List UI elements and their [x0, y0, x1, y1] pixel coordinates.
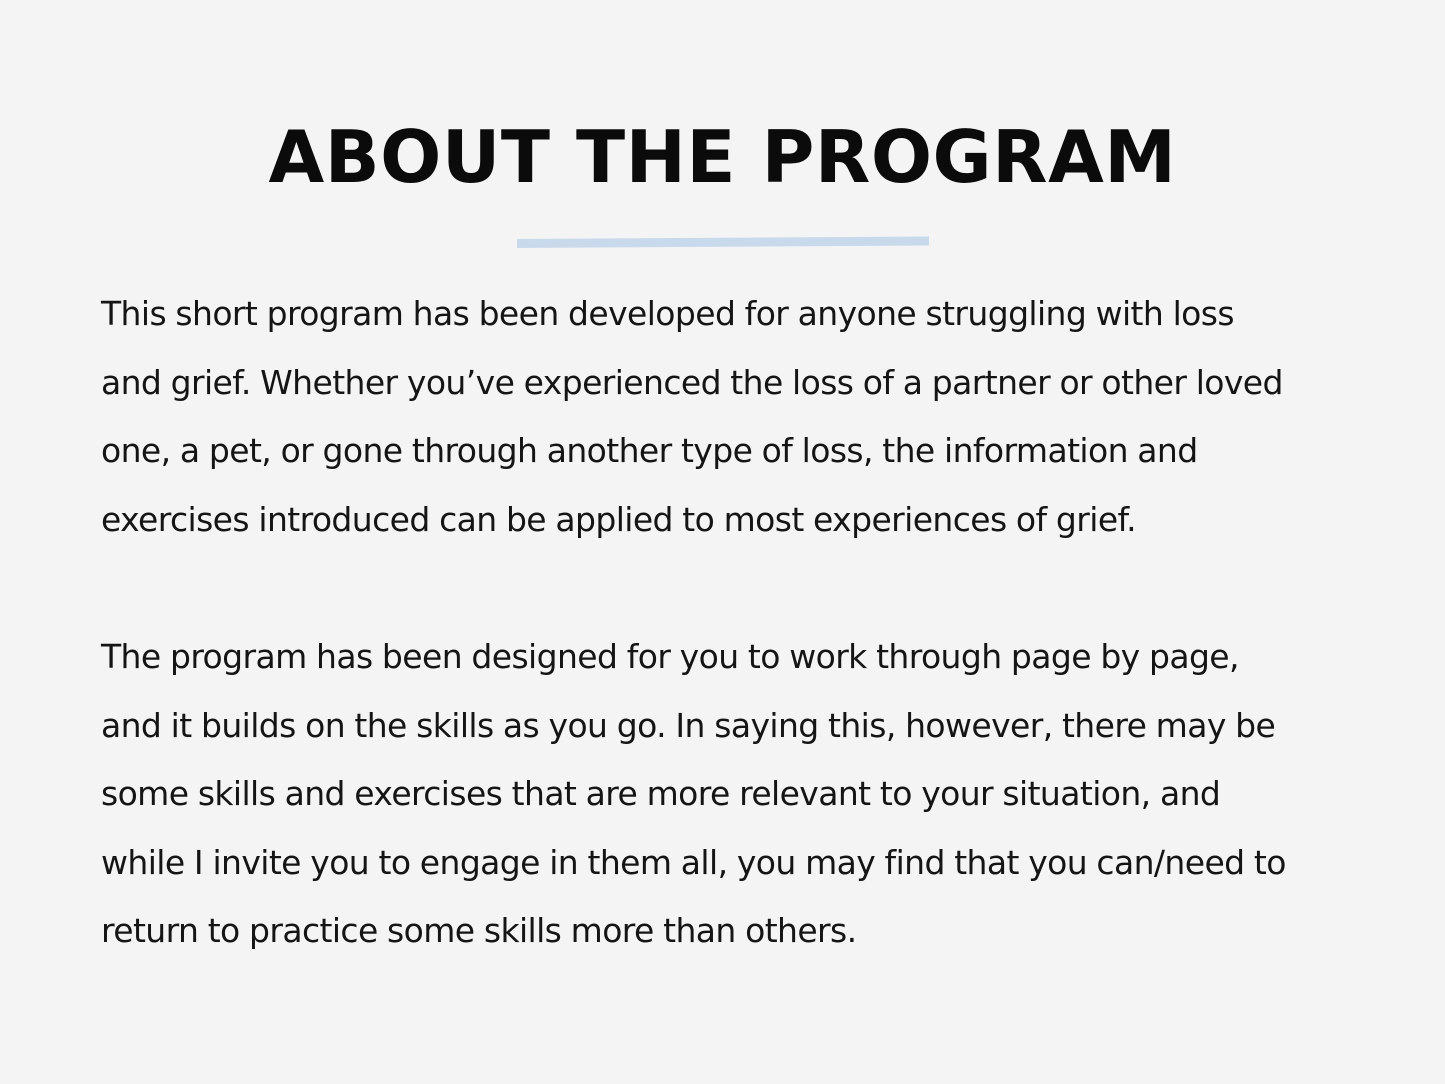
paragraph-line: while I invite you to engage in them all, you may find that you can/need to — [101, 842, 1286, 882]
paragraph-line: some skills and exercises that are more relevant to your situation, and — [101, 774, 1221, 813]
paragraph-line: exercises introduced can be applied to most experiences of grief. — [101, 499, 1137, 539]
intro-paragraph — [101, 280, 1351, 554]
program-usage-paragraph — [101, 623, 1351, 966]
paragraph-line: This short program has been developed for anyone struggling with loss — [101, 294, 1234, 333]
page-title: ABOUT THE PROGRAM — [268, 115, 1177, 199]
title-underline-divider — [517, 236, 929, 248]
paragraph-line: return to practice some skills more than others. — [101, 911, 857, 950]
paragraph-line: one, a pet, or gone through another type of loss, the information and — [101, 431, 1198, 470]
paragraph-line: The program has been designed for you to work through page by page, — [101, 637, 1239, 676]
paragraph-line: and it builds on the skills as you go. In saying this, however, there may be — [101, 705, 1276, 745]
paragraph-line: and grief. Whether you’ve experienced the loss of a partner or other loved — [101, 362, 1283, 402]
